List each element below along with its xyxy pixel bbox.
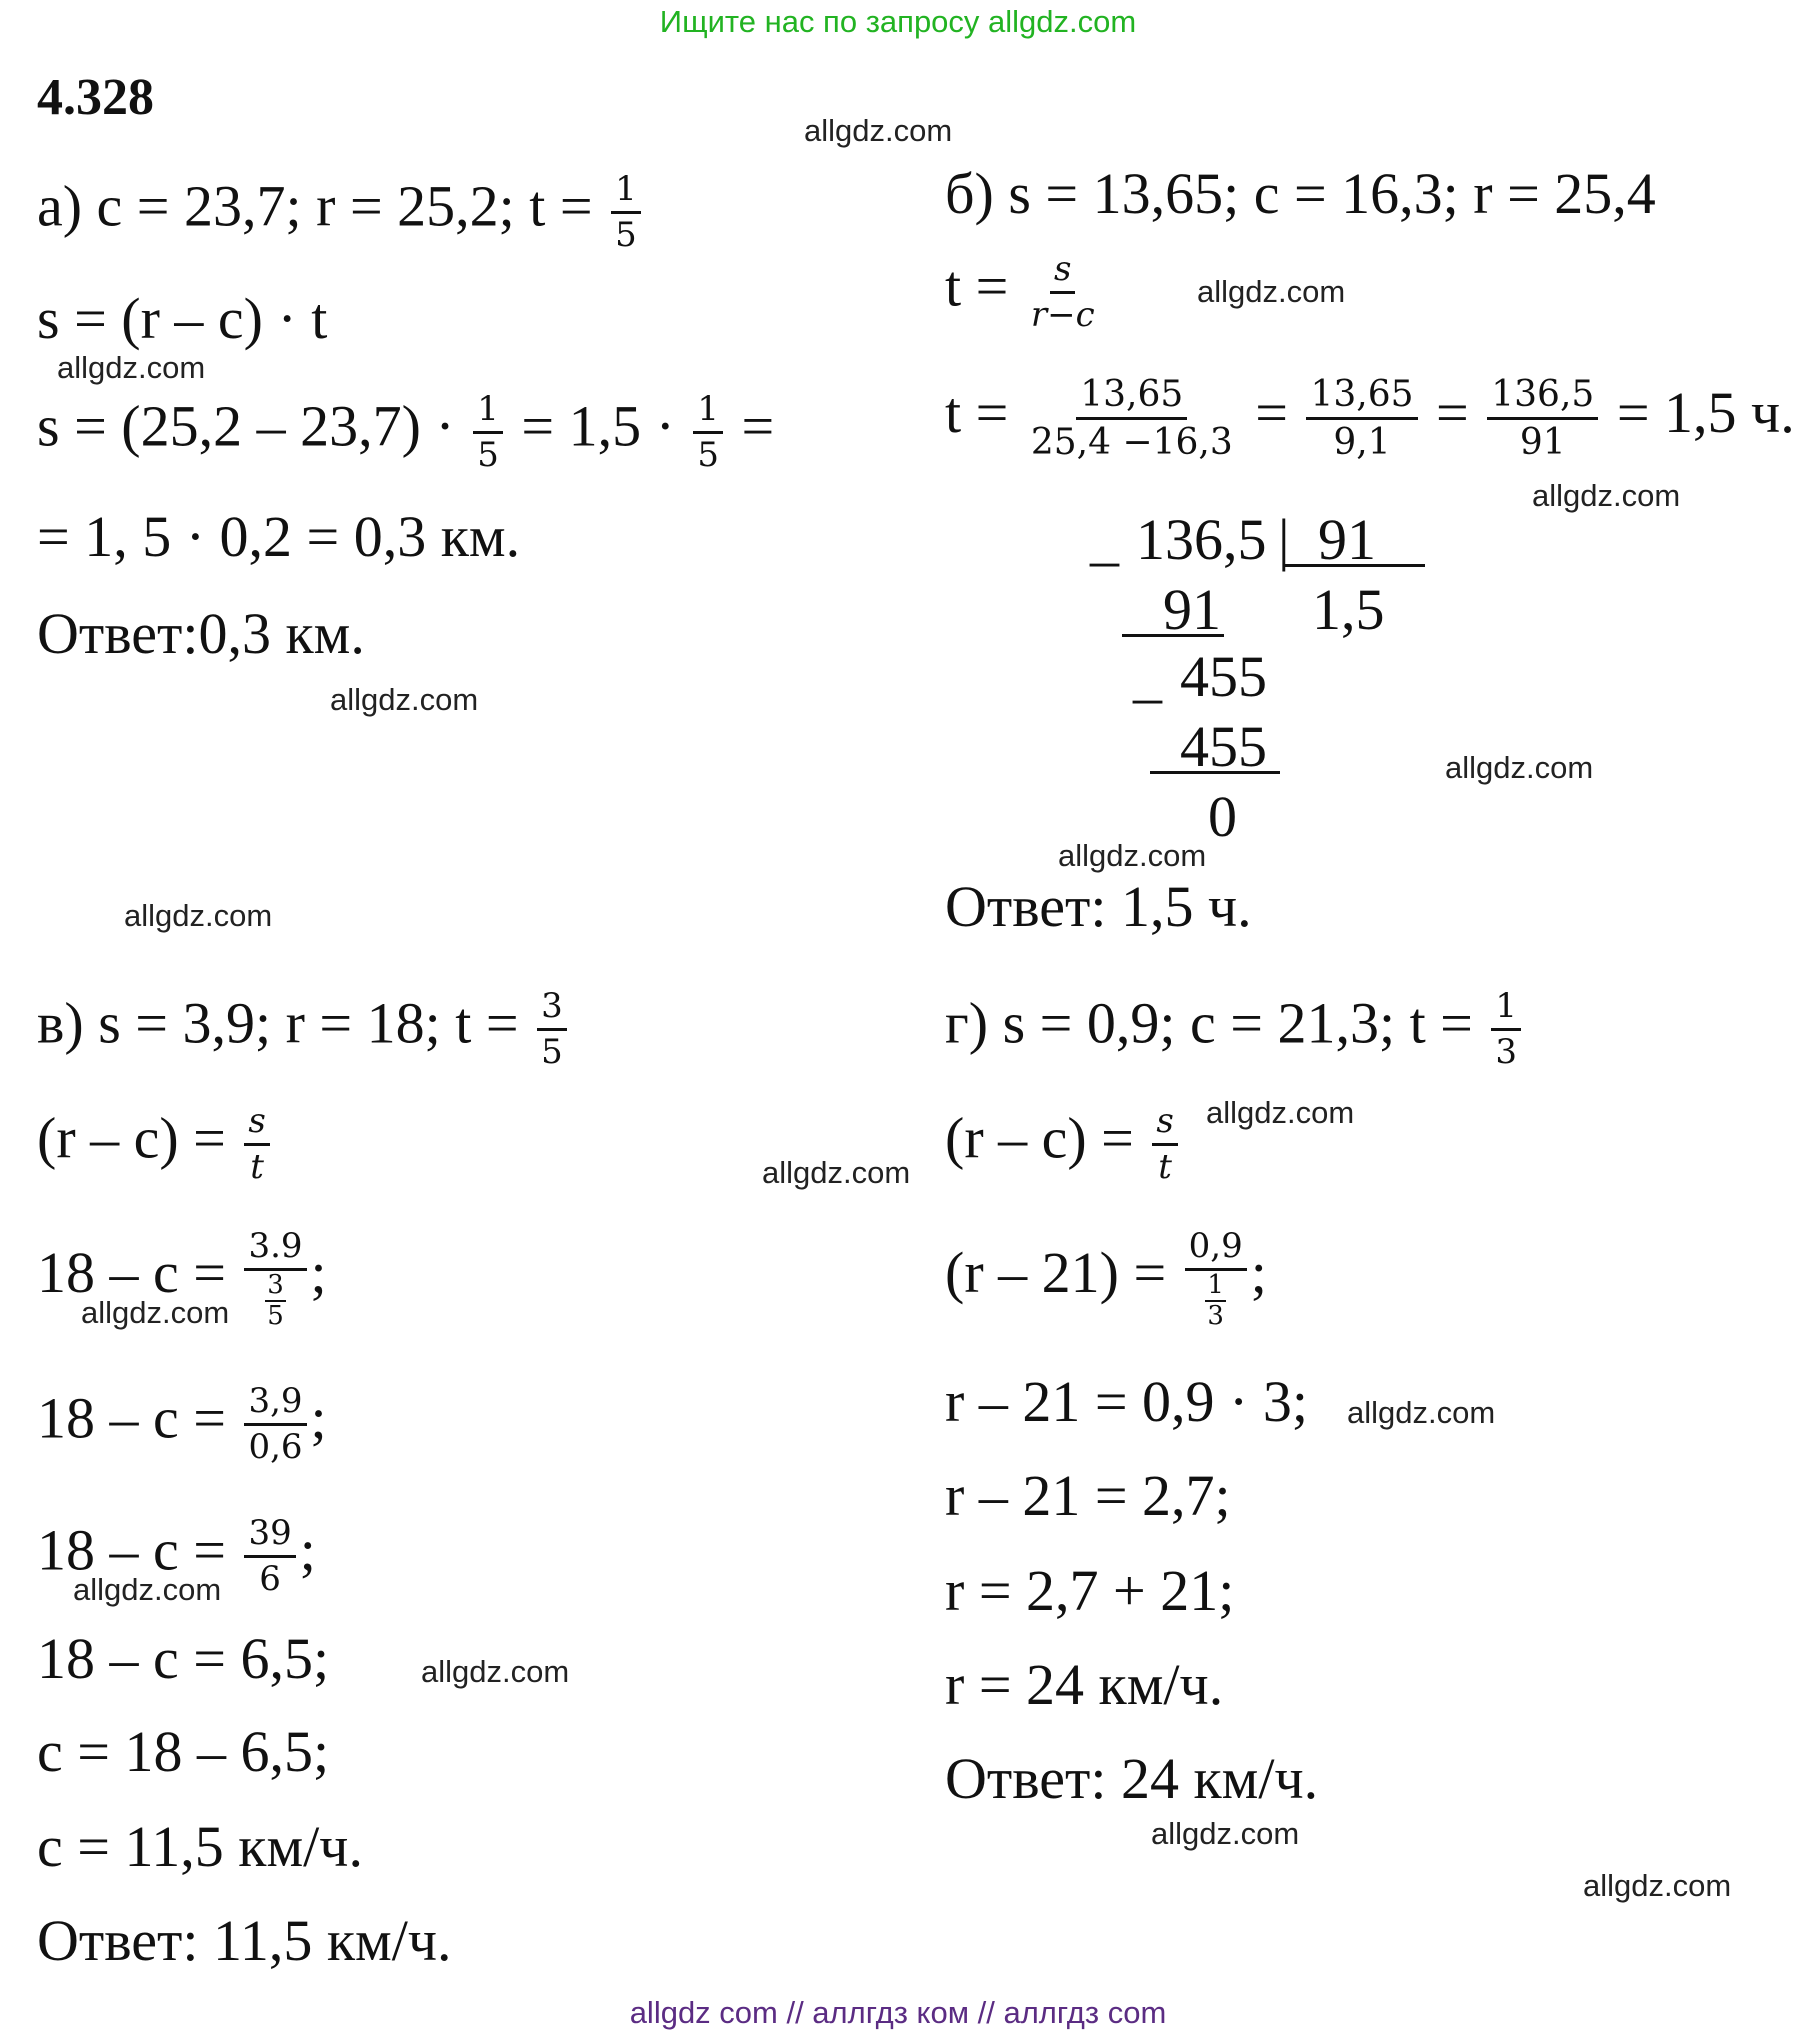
part-a-answer: Ответ:0,3 км. (37, 601, 365, 666)
part-a-formula: s = (r – c) · t (37, 286, 328, 351)
watermark: allgdz.com (124, 898, 273, 933)
watermark: allgdz.com (1583, 1868, 1732, 1903)
part-v-line1: (r – c) = $\frac{s}{t}$ (37, 1100, 274, 1188)
part-g-line6: r = 24 км/ч. (945, 1652, 1224, 1717)
part-g-line2: (r – 21) = 0,9 1 3 ; (945, 1226, 1267, 1332)
fraction: $\frac{136,5}{91}$ (1487, 372, 1598, 465)
fraction: 3.9 3 5 (244, 1225, 306, 1332)
part-v-given: в) s = 3,9; r = 18; t = $\frac{3}{5}$ (37, 985, 571, 1073)
watermark: allgdz.com (73, 1572, 222, 1607)
watermark: allgdz.com (1532, 478, 1681, 513)
watermark: allgdz.com (1151, 1816, 1300, 1851)
part-a-given: а) с = 23,7; r = 25,2; t = $\frac{1}{5}$ (37, 168, 645, 256)
watermark: allgdz.com (1058, 838, 1207, 873)
fraction: $\frac{3,9}{0,6}$ (244, 1380, 306, 1468)
part-g-line1: (r – c) = $\frac{s}{t}$ (945, 1100, 1182, 1188)
fraction: $\frac{13,65}{25,4 -16,3}$ (1030, 374, 1233, 463)
part-g-given: г) s = 0,9; c = 21,3; t = $\frac{1}{3}$ (945, 985, 1525, 1073)
part-v-line6: c = 18 – 6,5; (37, 1719, 330, 1784)
watermark: allgdz.com (1445, 750, 1594, 785)
fraction: $\frac{s}{t}$ (1152, 1100, 1177, 1188)
part-v-line4: 18 – c = $\frac{39}{6}$ ; (37, 1513, 316, 1599)
part-g-line5: r = 2,7 + 21; (945, 1558, 1235, 1623)
part-b-given: б) s = 13,65; c = 16,3; r = 25,4 (945, 161, 1656, 226)
watermark: allgdz.com (1347, 1395, 1496, 1430)
part-v-line7: c = 11,5 км/ч. (37, 1814, 363, 1879)
part-b-formula: t = $\frac{s}{r-c}$ (945, 248, 1103, 336)
watermark: allgdz.com (330, 682, 479, 717)
part-g-line3: r – 21 = 0,9 · 3; (945, 1369, 1308, 1434)
fraction: $\frac{3}{5}$ (537, 985, 567, 1073)
part-b-calc: t = $\frac{13,65}{25,4 -16,3}$ = $\frac{13,65}{9,1}$ = $\frac{136,5}{91}$ = 1,5 ч. (945, 374, 1795, 463)
watermark: allgdz.com (421, 1654, 570, 1689)
part-g-line4: r – 21 = 2,7; (945, 1463, 1231, 1528)
part-g-answer: Ответ: 24 км/ч. (945, 1746, 1319, 1811)
part-v-answer: Ответ: 11,5 км/ч. (37, 1908, 452, 1973)
part-b-answer: Ответ: 1,5 ч. (945, 874, 1252, 939)
top-watermark: Ищите нас по запросу allgdz.com (659, 4, 1137, 39)
part-a-calc: s = (25,2 – 23,7) · $\frac{1}{5}$ = 1,5 · $\frac{1}{5}$ = (37, 389, 775, 475)
part-v-line3: 18 – c = $\frac{3,9}{0,6}$ ; (37, 1381, 327, 1467)
part-a-calc2: = 1, 5 · 0,2 = 0,3 км. (37, 504, 521, 569)
part-v-line5: 18 – c = 6,5; (37, 1626, 330, 1691)
watermark: allgdz.com (57, 350, 206, 385)
watermark: allgdz.com (1206, 1095, 1355, 1130)
part-v-line2: 18 – c = 3.9 3 5 ; (37, 1226, 327, 1332)
watermark: allgdz.com (81, 1295, 230, 1330)
fraction: $\frac{1}{5}$ (473, 388, 503, 476)
fraction: $\frac{s}{t}$ (244, 1100, 269, 1188)
fraction: $\frac{s}{r-c}$ (1030, 249, 1095, 335)
fraction: $\frac{1}{5}$ (611, 168, 641, 256)
fraction: $\frac{1}{5}$ (693, 388, 723, 476)
exercise-number: 4.328 (37, 69, 154, 126)
watermark: allgdz.com (762, 1155, 911, 1190)
fraction: $\frac{1}{3}$ (1491, 985, 1521, 1073)
bottom-watermark: allgdz com // аллгдз ком // аллгдз com (629, 1995, 1167, 2030)
watermark: allgdz.com (804, 113, 953, 148)
watermark: allgdz.com (1197, 274, 1346, 309)
fraction: $\frac{39}{6}$ (244, 1512, 295, 1600)
fraction: $\frac{13,65}{9,1}$ (1306, 372, 1417, 465)
fraction: 0,9 1 3 (1185, 1225, 1247, 1332)
